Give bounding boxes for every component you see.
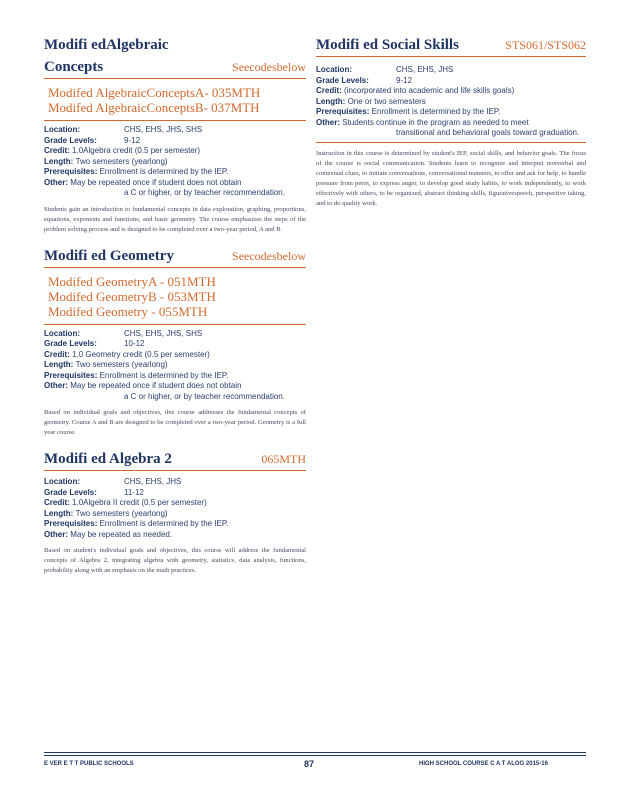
credit-label: Credit: (44, 146, 70, 155)
left-column (44, 0, 306, 576)
credit-value: (incorporated into academic and life skills goals) (344, 86, 515, 95)
other-label: Other: (316, 117, 340, 127)
right-column (316, 0, 586, 209)
other-value: Students continue in the program as needed to meet (342, 117, 529, 127)
other-value: May be repeated as needed. (70, 529, 173, 539)
course-title: Modifi ed Geometry (44, 247, 174, 264)
prerequisites-label: Prerequisites: (44, 167, 98, 176)
course-section-algebra-2 (44, 438, 306, 576)
other-value: May be repeated once if student does not obtain (70, 177, 242, 187)
location-value: CHS, EHS, JHS, SHS (124, 125, 203, 134)
other-value-cont: a C or higher, or by teacher recommendation. (124, 391, 285, 401)
course-list (44, 79, 306, 120)
divider (44, 324, 306, 325)
page-number: 87 (304, 759, 315, 769)
grade-levels-value: 9-12 (124, 135, 141, 145)
course-list-item: Modifed AlgebraicConceptsB- 037MTH (48, 100, 260, 115)
course-list-item: Modifed AlgebraicConceptsA- 035MTH (48, 85, 261, 100)
footer-rule (44, 755, 586, 756)
other-value: May be repeated once if student does not obtain (70, 381, 242, 390)
prerequisites-label: Prerequisites: (44, 519, 98, 528)
length-label: Length: (316, 96, 346, 106)
footer-district: E VER E T T PUBLIC SCHOOLS (44, 761, 134, 767)
location-label: Location: (316, 65, 352, 74)
footer-rule (44, 752, 586, 753)
course-code: Seecodesbelow (232, 60, 306, 74)
prerequisites-label: Prerequisites: (316, 107, 370, 116)
course-title: Modifi edAlgebraic (44, 37, 169, 53)
course-info (44, 329, 306, 403)
course-title: Modifi ed Social Skills (316, 37, 459, 53)
course-info (44, 477, 306, 540)
prerequisites-value: Enrollment is determined by the IEP. (371, 107, 501, 116)
course-code: Seecodesbelow (232, 248, 306, 263)
prerequisites-value: Enrollment is determined by the IEP. (99, 370, 229, 380)
other-value-cont: transitional and behavioral goals toward graduation. (396, 128, 580, 137)
credit-label: Credit: (44, 498, 70, 507)
grade-levels-value: 9-12 (396, 75, 413, 85)
footer-catalog: HIGH SCHOOL COURSE C A T ALOG 2015-16 (419, 761, 548, 767)
prerequisites-value: Enrollment is determined by the IEP. (99, 519, 229, 528)
other-label: Other: (44, 381, 68, 390)
course-list-item: Modifed Geometry - 055MTH (48, 303, 208, 319)
location-value: CHS, EHS, JHS (124, 477, 182, 486)
divider (316, 56, 586, 57)
other-label: Other: (44, 529, 68, 539)
credit-value: 1.0Algebra credit (0.5 per semester) (72, 146, 201, 155)
location-label: Location: (44, 125, 80, 134)
course-info (44, 125, 306, 199)
location-label: Location: (44, 328, 80, 338)
credit-label: Credit: (44, 349, 70, 359)
course-list (44, 268, 306, 324)
course-title-line2: Concepts (44, 59, 104, 75)
length-label: Length: (44, 156, 74, 166)
course-title: Modifi ed Algebra 2 (44, 451, 172, 467)
length-value: One or two semesters (347, 96, 426, 106)
course-code: 065MTH (261, 452, 306, 466)
credit-value: 1.0Algebra II credit (0.5 per semester) (72, 498, 207, 507)
length-label: Length: (44, 360, 74, 369)
prerequisites-value: Enrollment is determined by the IEP. (99, 167, 229, 176)
course-section-algebraic-concepts (44, 0, 306, 235)
grade-levels-value: 11-12 (124, 487, 144, 497)
grade-levels-value: 10-12 (124, 339, 145, 348)
grade-levels-label: Grade Levels: (44, 487, 97, 497)
length-label: Length: (44, 508, 74, 518)
course-code: STS061/STS062 (505, 38, 586, 52)
length-value: Two semesters (yearlong) (75, 508, 168, 518)
divider (44, 120, 306, 121)
course-description: Instruction in this course is determined by student's IEP, social skills, and behavior goals. The focus of the course is social communication. Students learn to recognize and interpret nonverbal and contextual clues, to initiate conversations, conversational manners, to offer and ask for help, to handle pressure from peers, to express anger, to develop good study habits, to work independently, to work effectively with others, to be organized, abstract thinking skills, figurativespeech, perspective taking, and to do quality work. (316, 149, 586, 207)
location-label: Location: (44, 477, 80, 486)
location-value: CHS, EHS, JHS (396, 65, 454, 74)
location-value: CHS, EHS, JHS, SHS (124, 328, 203, 338)
credit-label: Credit: (316, 86, 342, 95)
course-list-item: Modifed GeometryB - 053MTH (48, 288, 216, 304)
length-value: Two semesters (yearlong) (75, 360, 168, 369)
course-description: Based on student's individual goals and objectives, this course will address the fundamental concepts of Algebra 2, integrating algebra with geometry, statistics, data analysis, functions, probability along with an emphasis on the math practices. (44, 547, 306, 574)
grade-levels-label: Grade Levels: (44, 135, 97, 145)
prerequisites-label: Prerequisites: (44, 370, 98, 380)
course-info (316, 65, 586, 139)
other-value-cont: a C or higher, or by teacher recommendation. (124, 188, 285, 197)
course-list-item: Modifed GeometryA - 051MTH (48, 273, 216, 289)
divider (44, 470, 306, 471)
divider (316, 142, 586, 143)
length-value: Two semesters (yearlong) (75, 156, 168, 166)
course-description: Students gain an introduction to fundamental concepts in data exploration, graphing, proportions, equations, exponents and functions, and basic geometry. The course emphasizes the steps of the problem solving process and is designed to be completed over a two-year period, A and B (44, 205, 306, 233)
course-section-geometry (44, 235, 306, 439)
grade-levels-label: Grade Levels: (44, 339, 97, 348)
grade-levels-label: Grade Levels: (316, 75, 369, 85)
course-description: Based on individual goals and objectives, this course addresses the fundamental concepts of geometry. Course A and B are designed to be completed over a two-year period. Geometry is a full year course. (44, 409, 306, 436)
credit-value: 1.0 Geometry credit (0.5 per semester) (72, 349, 210, 359)
course-section-social-skills (316, 0, 586, 209)
other-label: Other: (44, 177, 68, 187)
